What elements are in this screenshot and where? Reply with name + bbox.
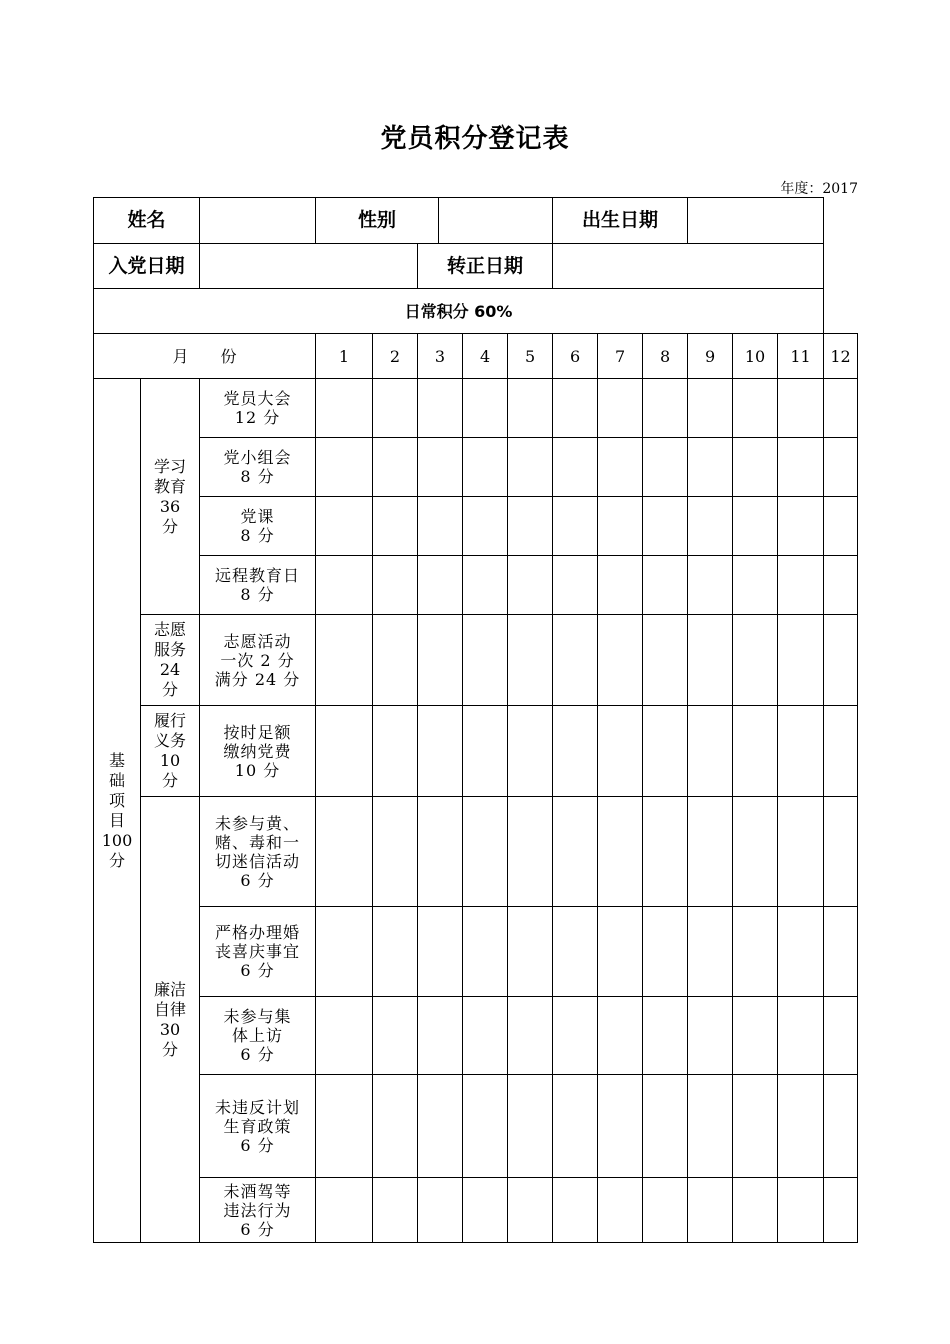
month-header: 5 bbox=[508, 334, 553, 379]
score-cell[interactable] bbox=[643, 438, 688, 497]
score-cell[interactable] bbox=[778, 379, 824, 438]
item-row bbox=[94, 556, 858, 615]
score-cell[interactable] bbox=[778, 997, 824, 1075]
group-study bbox=[141, 379, 200, 615]
score-cell[interactable] bbox=[463, 438, 508, 497]
group-volunteer bbox=[141, 615, 200, 706]
score-cell[interactable] bbox=[508, 1178, 553, 1243]
score-cell[interactable] bbox=[316, 1075, 373, 1178]
score-cell[interactable] bbox=[418, 556, 463, 615]
score-cell[interactable] bbox=[733, 907, 778, 997]
item-row bbox=[94, 615, 858, 706]
month-header: 9 bbox=[688, 334, 733, 379]
month-header: 2 bbox=[373, 334, 418, 379]
score-cell[interactable] bbox=[553, 556, 598, 615]
score-cell[interactable] bbox=[598, 438, 643, 497]
score-cell[interactable] bbox=[688, 997, 733, 1075]
score-cell[interactable] bbox=[778, 438, 824, 497]
item-row bbox=[94, 797, 858, 907]
item-text: 6 分 bbox=[240, 961, 275, 980]
item-text: 6 分 bbox=[240, 1045, 275, 1064]
score-cell[interactable] bbox=[688, 1178, 733, 1243]
item-label bbox=[200, 615, 316, 706]
group-text: 义务 bbox=[154, 731, 187, 750]
category-text: 目 bbox=[108, 810, 125, 830]
score-cell[interactable] bbox=[733, 797, 778, 907]
group-text: 学习 bbox=[154, 456, 187, 476]
score-cell[interactable] bbox=[824, 556, 858, 615]
score-cell[interactable] bbox=[418, 615, 463, 706]
score-cell[interactable] bbox=[688, 379, 733, 438]
item-text: 一次 2 分 bbox=[220, 650, 295, 670]
score-cell[interactable] bbox=[688, 556, 733, 615]
score-cell[interactable] bbox=[553, 615, 598, 706]
score-cell[interactable] bbox=[688, 1075, 733, 1178]
month-header: 1 bbox=[316, 334, 373, 379]
score-cell[interactable] bbox=[508, 379, 553, 438]
score-cell[interactable] bbox=[508, 556, 553, 615]
score-cell[interactable] bbox=[463, 706, 508, 797]
score-cell[interactable] bbox=[373, 438, 418, 497]
score-cell[interactable] bbox=[733, 556, 778, 615]
score-cell[interactable] bbox=[463, 497, 508, 556]
item-label bbox=[200, 556, 316, 615]
group-text: 服务 bbox=[154, 640, 187, 659]
item-text: 按时足额 bbox=[223, 722, 292, 742]
score-cell[interactable] bbox=[778, 1178, 824, 1243]
group-duty bbox=[141, 706, 200, 797]
score-cell[interactable] bbox=[316, 556, 373, 615]
score-cell[interactable] bbox=[643, 1075, 688, 1178]
gender-label: 性别 bbox=[316, 198, 439, 244]
item-text: 6 分 bbox=[240, 870, 275, 890]
item-row bbox=[94, 497, 858, 556]
score-cell[interactable] bbox=[643, 615, 688, 706]
item-label bbox=[200, 438, 316, 497]
score-cell[interactable] bbox=[778, 706, 824, 797]
score-cell[interactable] bbox=[508, 997, 553, 1075]
score-cell[interactable] bbox=[643, 997, 688, 1075]
score-cell[interactable] bbox=[598, 997, 643, 1075]
item-text: 生育政策 bbox=[223, 1116, 292, 1136]
score-cell[interactable] bbox=[463, 379, 508, 438]
score-cell[interactable] bbox=[598, 497, 643, 556]
month-header: 6 bbox=[553, 334, 598, 379]
score-cell[interactable] bbox=[824, 706, 858, 797]
score-cell[interactable] bbox=[508, 438, 553, 497]
item-row bbox=[94, 1178, 858, 1243]
item-label bbox=[200, 907, 316, 997]
score-cell[interactable] bbox=[418, 1178, 463, 1243]
score-cell[interactable] bbox=[316, 615, 373, 706]
item-text: 未酒驾等 bbox=[223, 1181, 292, 1201]
regular-date-label: 转正日期 bbox=[418, 244, 553, 289]
item-text: 未参与集 bbox=[223, 1007, 292, 1026]
item-text: 8 分 bbox=[240, 526, 275, 545]
score-cell[interactable] bbox=[508, 615, 553, 706]
group-text: 分 bbox=[162, 516, 179, 536]
score-cell[interactable] bbox=[733, 615, 778, 706]
group-text: 分 bbox=[162, 1039, 179, 1059]
name-field[interactable] bbox=[200, 198, 316, 244]
item-text: 切迷信活动 bbox=[215, 851, 301, 871]
month-header: 12 bbox=[824, 334, 858, 379]
score-cell[interactable] bbox=[598, 1178, 643, 1243]
score-cell[interactable] bbox=[778, 1075, 824, 1178]
score-cell[interactable] bbox=[463, 797, 508, 907]
score-cell[interactable] bbox=[824, 1075, 858, 1178]
score-cell[interactable] bbox=[778, 615, 824, 706]
category-basic bbox=[94, 379, 141, 1243]
score-cell[interactable] bbox=[553, 1075, 598, 1178]
item-text: 违法行为 bbox=[223, 1200, 292, 1220]
score-cell[interactable] bbox=[688, 907, 733, 997]
group-text: 24 bbox=[159, 660, 181, 679]
score-cell[interactable] bbox=[733, 997, 778, 1075]
item-text: 志愿活动 bbox=[223, 631, 292, 651]
score-cell[interactable] bbox=[688, 615, 733, 706]
item-label bbox=[200, 997, 316, 1075]
section-title: 日常积分 60% bbox=[94, 289, 824, 334]
score-cell[interactable] bbox=[824, 997, 858, 1075]
category-text: 基 bbox=[108, 750, 125, 770]
item-row bbox=[94, 379, 858, 438]
score-cell[interactable] bbox=[688, 438, 733, 497]
score-cell[interactable] bbox=[598, 1075, 643, 1178]
item-text: 党员大会 bbox=[223, 389, 292, 408]
score-cell[interactable] bbox=[778, 797, 824, 907]
item-text: 10 分 bbox=[234, 760, 281, 780]
score-cell[interactable] bbox=[373, 615, 418, 706]
score-cell[interactable] bbox=[316, 497, 373, 556]
score-cell[interactable] bbox=[418, 1075, 463, 1178]
score-cell[interactable] bbox=[508, 497, 553, 556]
score-cell[interactable] bbox=[373, 706, 418, 797]
year-label bbox=[780, 178, 858, 198]
score-cell[interactable] bbox=[733, 438, 778, 497]
birth-date-label: 出生日期 bbox=[553, 198, 688, 244]
month-header: 4 bbox=[463, 334, 508, 379]
month-header: 10 bbox=[733, 334, 778, 379]
join-date-field[interactable] bbox=[200, 244, 418, 289]
score-cell[interactable] bbox=[553, 706, 598, 797]
score-cell[interactable] bbox=[418, 797, 463, 907]
group-integrity bbox=[141, 797, 200, 1243]
item-label bbox=[200, 379, 316, 438]
score-cell[interactable] bbox=[316, 438, 373, 497]
item-text: 8 分 bbox=[240, 467, 275, 486]
score-cell[interactable] bbox=[778, 556, 824, 615]
score-cell[interactable] bbox=[373, 497, 418, 556]
item-text: 严格办理婚 bbox=[215, 923, 301, 942]
group-text: 廉洁 bbox=[154, 979, 187, 999]
score-cell[interactable] bbox=[553, 379, 598, 438]
score-cell[interactable] bbox=[418, 907, 463, 997]
score-cell[interactable] bbox=[778, 907, 824, 997]
score-cell[interactable] bbox=[553, 907, 598, 997]
score-cell[interactable] bbox=[316, 1178, 373, 1243]
score-cell[interactable] bbox=[463, 907, 508, 997]
item-label bbox=[200, 797, 316, 907]
month-label: 月 份 bbox=[94, 334, 316, 379]
score-cell[interactable] bbox=[688, 706, 733, 797]
item-text: 远程教育日 bbox=[215, 566, 301, 585]
item-text: 丧喜庆事宜 bbox=[215, 942, 301, 961]
score-cell[interactable] bbox=[553, 438, 598, 497]
item-text: 赌、毒和一 bbox=[215, 832, 301, 852]
item-row bbox=[94, 907, 858, 997]
category-text: 础 bbox=[108, 770, 125, 790]
group-text: 30 bbox=[159, 1019, 181, 1039]
group-text: 履行 bbox=[154, 711, 187, 730]
item-text: 6 分 bbox=[240, 1135, 275, 1155]
month-header: 3 bbox=[418, 334, 463, 379]
score-cell[interactable] bbox=[824, 797, 858, 907]
year-value: 2017 bbox=[822, 181, 858, 197]
score-cell[interactable] bbox=[316, 379, 373, 438]
category-text: 分 bbox=[108, 850, 125, 870]
item-label bbox=[200, 1075, 316, 1178]
page-title: 党员积分登记表 bbox=[380, 124, 570, 154]
score-cell[interactable] bbox=[824, 615, 858, 706]
score-cell[interactable] bbox=[316, 706, 373, 797]
score-cell[interactable] bbox=[316, 997, 373, 1075]
category-text: 项 bbox=[108, 790, 125, 810]
score-cell[interactable] bbox=[598, 556, 643, 615]
join-date-label: 入党日期 bbox=[94, 244, 200, 289]
score-cell[interactable] bbox=[733, 379, 778, 438]
score-cell[interactable] bbox=[598, 706, 643, 797]
month-header: 11 bbox=[778, 334, 824, 379]
item-text: 满分 24 分 bbox=[214, 669, 301, 689]
score-cell[interactable] bbox=[553, 1178, 598, 1243]
score-cell[interactable] bbox=[418, 438, 463, 497]
group-text: 分 bbox=[162, 771, 179, 790]
regular-date-field[interactable] bbox=[553, 244, 824, 289]
group-text: 志愿 bbox=[154, 620, 187, 639]
score-cell[interactable] bbox=[316, 797, 373, 907]
score-cell[interactable] bbox=[778, 497, 824, 556]
item-text: 缴纳党费 bbox=[223, 741, 292, 761]
score-cell[interactable] bbox=[373, 1075, 418, 1178]
score-cell[interactable] bbox=[824, 438, 858, 497]
month-header: 8 bbox=[643, 334, 688, 379]
score-cell[interactable] bbox=[598, 379, 643, 438]
score-cell[interactable] bbox=[508, 1075, 553, 1178]
points-table bbox=[93, 197, 858, 1243]
gender-field[interactable] bbox=[439, 198, 553, 244]
item-text: 6 分 bbox=[240, 1219, 275, 1239]
group-text: 10 bbox=[159, 751, 181, 770]
score-cell[interactable] bbox=[688, 797, 733, 907]
item-row bbox=[94, 706, 858, 797]
item-text: 党小组会 bbox=[223, 448, 292, 467]
score-cell[interactable] bbox=[463, 615, 508, 706]
score-cell[interactable] bbox=[508, 797, 553, 907]
item-text: 未参与黄、 bbox=[215, 813, 301, 833]
score-cell[interactable] bbox=[463, 997, 508, 1075]
score-cell[interactable] bbox=[373, 907, 418, 997]
score-cell[interactable] bbox=[643, 556, 688, 615]
name-label: 姓名 bbox=[94, 198, 200, 244]
score-cell[interactable] bbox=[373, 997, 418, 1075]
score-cell[interactable] bbox=[553, 497, 598, 556]
item-label bbox=[200, 497, 316, 556]
score-cell[interactable] bbox=[598, 615, 643, 706]
score-cell[interactable] bbox=[553, 797, 598, 907]
item-label bbox=[200, 1178, 316, 1243]
month-header: 7 bbox=[598, 334, 643, 379]
score-cell[interactable] bbox=[463, 1075, 508, 1178]
score-cell[interactable] bbox=[733, 497, 778, 556]
score-cell[interactable] bbox=[418, 379, 463, 438]
score-cell[interactable] bbox=[643, 706, 688, 797]
item-text: 未违反计划 bbox=[215, 1097, 301, 1117]
score-cell[interactable] bbox=[373, 556, 418, 615]
score-cell[interactable] bbox=[463, 556, 508, 615]
score-cell[interactable] bbox=[508, 907, 553, 997]
score-cell[interactable] bbox=[688, 497, 733, 556]
item-row bbox=[94, 1075, 858, 1178]
score-cell[interactable] bbox=[824, 1178, 858, 1243]
group-text: 教育 bbox=[154, 476, 187, 496]
group-text: 36 bbox=[159, 496, 181, 516]
item-text: 体上访 bbox=[232, 1026, 284, 1045]
group-text: 分 bbox=[162, 680, 179, 699]
score-cell[interactable] bbox=[733, 1178, 778, 1243]
score-cell[interactable] bbox=[373, 379, 418, 438]
score-cell[interactable] bbox=[553, 997, 598, 1075]
score-cell[interactable] bbox=[598, 797, 643, 907]
score-cell[interactable] bbox=[643, 907, 688, 997]
score-cell[interactable] bbox=[508, 706, 553, 797]
score-cell[interactable] bbox=[643, 797, 688, 907]
group-text: 自律 bbox=[154, 999, 187, 1019]
score-cell[interactable] bbox=[418, 497, 463, 556]
score-cell[interactable] bbox=[418, 997, 463, 1075]
item-label bbox=[200, 706, 316, 797]
score-cell[interactable] bbox=[824, 907, 858, 997]
category-text: 100 bbox=[101, 830, 133, 850]
item-row bbox=[94, 997, 858, 1075]
score-cell[interactable] bbox=[733, 1075, 778, 1178]
score-cell[interactable] bbox=[643, 1178, 688, 1243]
score-cell[interactable] bbox=[463, 1178, 508, 1243]
score-cell[interactable] bbox=[824, 379, 858, 438]
item-text: 8 分 bbox=[240, 585, 275, 604]
score-cell[interactable] bbox=[598, 907, 643, 997]
score-cell[interactable] bbox=[733, 706, 778, 797]
score-cell[interactable] bbox=[373, 797, 418, 907]
item-text: 党课 bbox=[240, 507, 275, 526]
year-label-text: 年度： bbox=[780, 181, 823, 197]
score-cell[interactable] bbox=[824, 497, 858, 556]
score-cell[interactable] bbox=[643, 497, 688, 556]
score-cell[interactable] bbox=[316, 907, 373, 997]
score-cell[interactable] bbox=[373, 1178, 418, 1243]
score-cell[interactable] bbox=[418, 706, 463, 797]
item-text: 12 分 bbox=[234, 408, 281, 427]
item-row bbox=[94, 438, 858, 497]
birth-date-field[interactable] bbox=[688, 198, 824, 244]
score-cell[interactable] bbox=[643, 379, 688, 438]
